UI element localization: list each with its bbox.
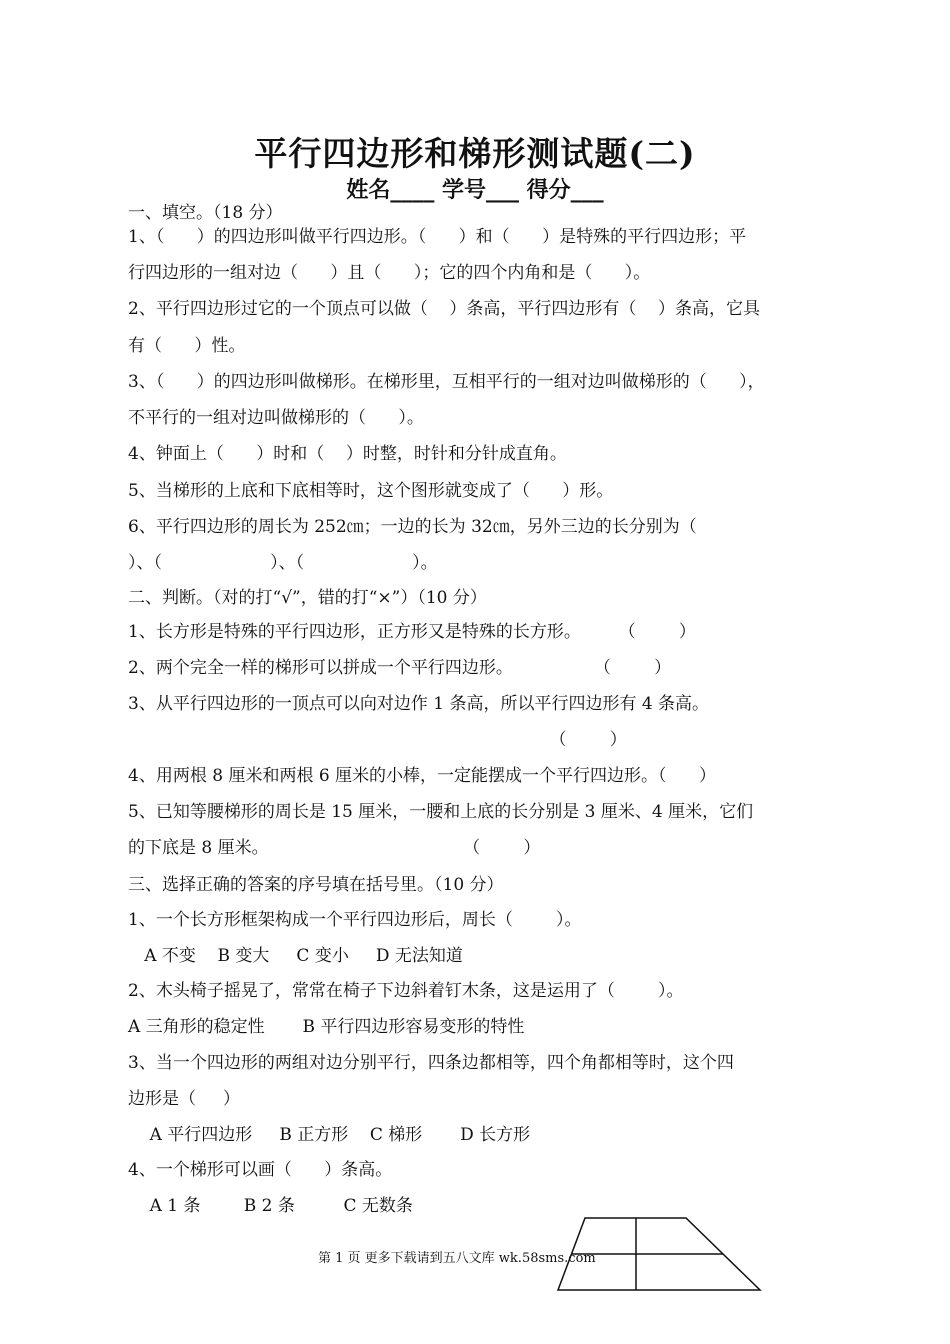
- question-line: 2、两个完全一样的梯形可以拼成一个平行四边形。 （ ）: [128, 658, 672, 678]
- question-line: 1、（ ）的四边形叫做平行四边形。（ ）和（ ）是特殊的平行四边形；平: [128, 227, 747, 247]
- question-line: 1、一个长方形框架构成一个平行四边形后，周长（ ）。: [128, 910, 582, 930]
- section-2-heading: 二、判断。（对的打“√”，错的打“×”）（10 分）: [128, 588, 487, 608]
- question-line: 3、（ ）的四边形叫做梯形。在梯形里，互相平行的一组对边叫做梯形的（ ），: [128, 372, 765, 392]
- answer-options: A 不变 B 变大 C 变小 D 无法知道: [128, 946, 463, 966]
- question-line: 6、平行四边形的周长为 252㎝；一边的长为 32㎝，另外三边的长分别为（: [128, 517, 697, 537]
- page-footer: 第 1 页 更多下载请到五八文库 wk.58sms.com: [318, 1251, 596, 1266]
- question-line: 5、已知等腰梯形的周长是 15 厘米，一腰和上底的长分别是 3 厘米、4 厘米，它们: [128, 802, 754, 822]
- section-3-heading: 三、选择正确的答案的序号填在括号里。（10 分）: [128, 875, 504, 895]
- answer-options: A 三角形的稳定性 B 平行四边形容易变形的特性: [128, 1017, 525, 1037]
- question-line: 不平行的一组对边叫做梯形的（ ）。: [128, 408, 424, 428]
- answer-options: A 1 条 B 2 条 C 无数条: [128, 1196, 413, 1216]
- question-line: 5、当梯形的上底和下底相等时，这个图形就变成了（ ）形。: [128, 481, 614, 501]
- answer-options: A 平行四边形 B 正方形 C 梯形 D 长方形: [128, 1125, 531, 1145]
- question-line: 4、钟面上（ ）时和（ ）时整，时针和分针成直角。: [128, 444, 567, 464]
- question-line: 的下底是 8 厘米。 （ ）: [128, 838, 541, 858]
- question-line: 4、一个梯形可以画（ ）条高。: [128, 1160, 393, 1180]
- question-line: 2、木头椅子摇晃了，常常在椅子下边斜着钉木条，这是运用了（ ）。: [128, 981, 684, 1001]
- student-info-line: 姓名____ 学号___ 得分___: [346, 177, 604, 203]
- page-title: 平行四边形和梯形测试题(二): [254, 134, 696, 173]
- question-line: 有（ ）性。: [128, 336, 246, 356]
- question-line: 边形是（ ）: [128, 1089, 241, 1109]
- section-1-heading: 一、填空。（18 分）: [128, 203, 283, 223]
- question-line: 3、当一个四边形的两组对边分别平行，四条边都相等，四个角都相等时，这个四: [128, 1053, 734, 1073]
- question-line: （ ）: [128, 730, 627, 750]
- question-line: 2、平行四边形过它的一个顶点可以做（ ）条高，平行四边形有（ ）条高，它具: [128, 299, 761, 319]
- question-line: 1、长方形是特殊的平行四边形，正方形又是特殊的长方形。 （ ）: [128, 622, 696, 642]
- question-line: 4、用两根 8 厘米和两根 6 厘米的小棒，一定能摆成一个平行四边形。（ ）: [128, 766, 716, 786]
- question-line: 行四边形的一组对边（ ）且（ ）；它的四个内角和是（ ）。: [128, 263, 651, 283]
- question-line: ）、（ ）、（ ）。: [128, 553, 438, 573]
- question-line: 3、从平行四边形的一顶点可以向对边作 1 条高，所以平行四边形有 4 条高。: [128, 694, 710, 714]
